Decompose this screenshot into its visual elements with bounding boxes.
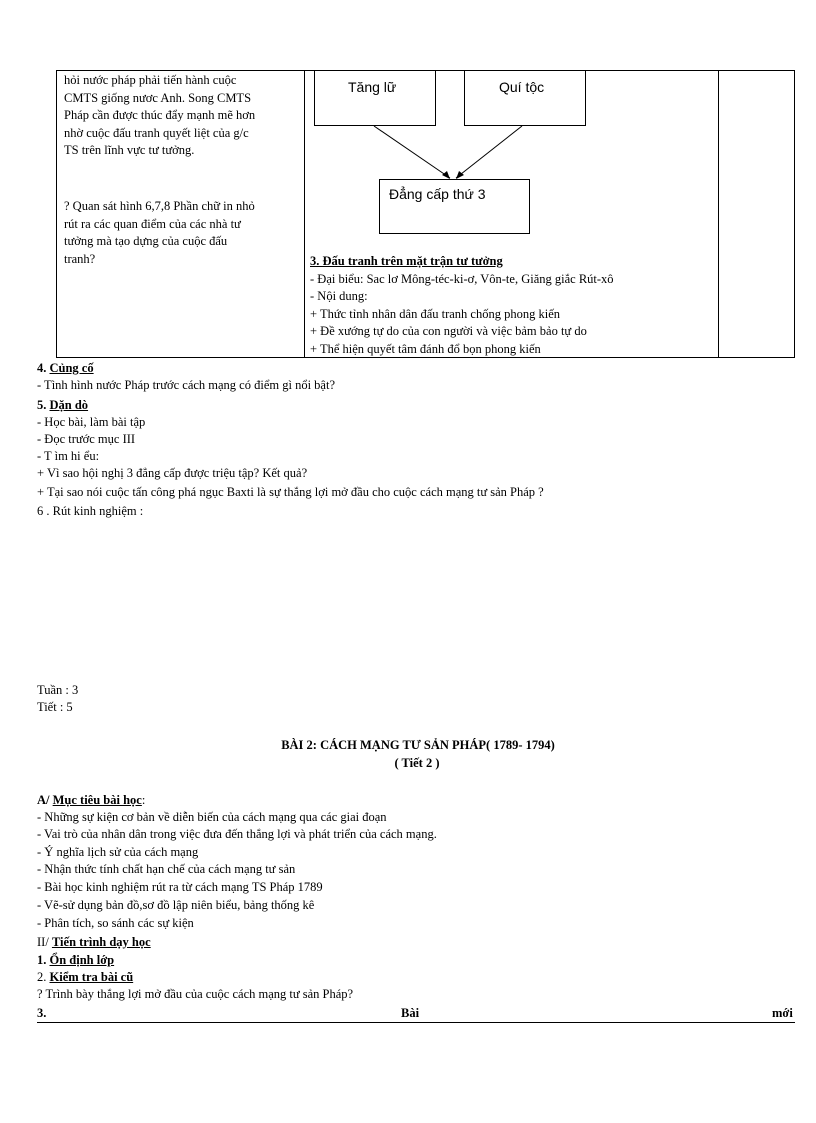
item-number: 1. [37, 953, 50, 967]
part4-heading [37, 360, 94, 377]
text-line: + Tại sao nói cuộc tấn công phá ngục Baxti là sự thắng lợi mở đầu cho cuộc cách mạng tư sản Pháp ? [37, 485, 544, 499]
part5-heading [37, 397, 88, 414]
text-line: 6 . Rút kinh nghiệm : [37, 504, 144, 518]
text-line: + Vì sao hội nghị 3 đẳng cấp được triệu tập? Kết quả? [37, 466, 308, 480]
text-line: + Thể hiện quyết tâm đánh đổ bọn phong kiến [310, 341, 541, 356]
lesson-subtitle: ( Tiết 2 ) [394, 756, 440, 770]
box-label: Tăng lữ [348, 79, 397, 95]
text-line: - Bài học kinh nghiệm rút ra từ cách mạng TS Pháp 1789 [37, 880, 323, 894]
section-heading: 3. Đấu tranh trên mặt trận tư tưởng [310, 254, 503, 268]
box-label: Quí tộc [499, 79, 545, 95]
text-line: CMTS giống nươc Anh. Song CMTS [64, 90, 252, 105]
heading-text: Dặn dò [49, 398, 89, 412]
heading-text: Củng cố [49, 361, 94, 375]
text-line: - Nội dung: [310, 289, 368, 303]
heading-text: Mục tiêu bài học [52, 793, 142, 807]
diagram-arrows [304, 71, 718, 191]
text-line: Pháp cần được thúc đẩy mạnh mẽ hơn [64, 108, 256, 122]
item-number: 3. [37, 1006, 47, 1020]
text-line: ? Quan sát hình 6,7,8 Phần chữ in nhỏ [64, 199, 255, 213]
process-item-1 [37, 952, 114, 969]
process-item-2 [37, 969, 133, 986]
text-line: rút ra các quan điểm của các nhà tư [64, 216, 241, 231]
text-line: - Những sự kiện cơ bản về diễn biến của cách mạng qua các giai đoạn [37, 810, 387, 824]
text-line: - Vẽ-sử dụng bản đồ,sơ đồ lập niên biểu, bảng thống kê [37, 898, 315, 912]
heading-number: 4. [37, 361, 50, 375]
text-line: tranh? [64, 251, 96, 266]
item-number: 2. [37, 970, 50, 984]
text-line: - Đại biểu: Sac lơ Mông-téc-ki-ơ, Vôn-te, Giăng giắc Rút-xô [310, 271, 614, 286]
box-label: Đẳng cấp thứ 3 [389, 186, 486, 202]
text-line: - Học bài, làm bài tập [37, 415, 146, 429]
item-text: Ổn định lớp [49, 953, 115, 967]
text-line: + Đề xướng tự do của con người và việc bảm bảo tự do [310, 324, 587, 338]
heading-number: II/ [37, 935, 52, 949]
text-line: - Đọc trước mục III [37, 432, 136, 446]
lesson-title: BÀI 2: CÁCH MẠNG TƯ SẢN PHÁP( 1789- 1794) [281, 738, 555, 752]
process-heading [37, 934, 151, 951]
period-label: Tiết : 5 [37, 700, 73, 714]
text-line: tưởng mà tạo dựng của cuộc đấu [64, 234, 228, 248]
review-question: ? Trình bày thắng lợi mở đầu của cuộc cách mạng tư sản Pháp? [37, 987, 354, 1001]
underline-rule [37, 1022, 795, 1023]
heading-text: Tiến trình dạy học [51, 935, 151, 949]
text-line: - Nhận thức tính chất hạn chế của cách mạng tư sản [37, 862, 296, 876]
heading-suffix: : [141, 793, 146, 807]
lesson-table [56, 70, 795, 358]
text-line: - Tình hình nước Pháp trước cách mạng có điểm gì nổi bật? [37, 378, 335, 392]
text-line: + Thức tỉnh nhân dân đấu tranh chống phong kiến [310, 306, 560, 321]
text-line: - Phân tích, so sánh các sự kiện [37, 916, 194, 930]
heading-number: 5. [37, 398, 50, 412]
text-line: - Vai trò của nhân dân trong việc đưa đến thắng lợi và phát triển của cách mạng. [37, 827, 437, 841]
teacher-question [64, 198, 255, 268]
text-line: - T ìm hi ểu: [37, 449, 100, 463]
text-line: nhờ cuộc đấu tranh quyết liệt của g/c [64, 125, 249, 140]
table-divider [718, 71, 719, 357]
item-text: Kiểm tra bài cũ [49, 970, 134, 984]
item-text: Bài [401, 1006, 420, 1020]
teacher-notes [64, 72, 255, 160]
text-line: hỏi nước pháp phải tiến hành cuộc [64, 73, 237, 87]
heading-number: A/ [37, 793, 53, 807]
text-line: TS trên lĩnh vực tư tưởng. [64, 143, 195, 157]
item-text: mới [772, 1006, 793, 1020]
objectives-heading [37, 792, 145, 809]
box-third-estate [379, 179, 530, 234]
section-3 [310, 253, 614, 358]
week-label: Tuần : 3 [37, 683, 79, 697]
text-line: - Ý nghĩa lịch sử của cách mạng [37, 845, 199, 859]
